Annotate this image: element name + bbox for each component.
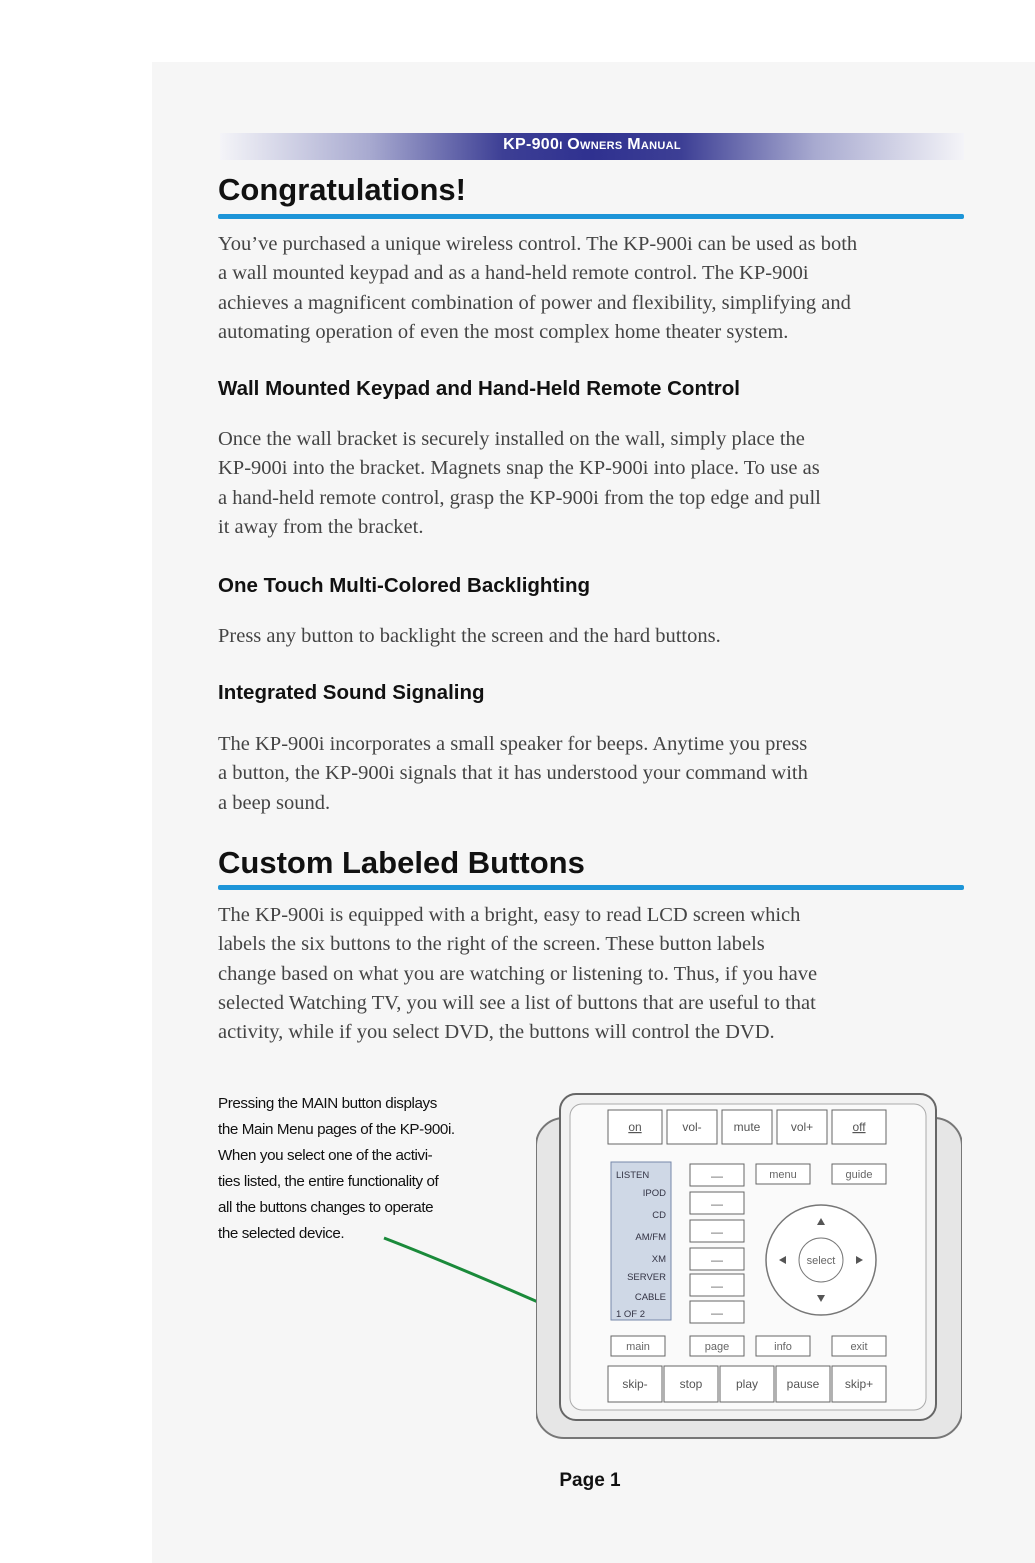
svg-text:vol+: vol+ <box>790 1120 814 1134</box>
lcd-item: AM/FM <box>635 1232 666 1243</box>
text-line: change based on what you are watching or listening to. Thus, if you have <box>218 962 818 985</box>
skip-back-button <box>608 1366 662 1402</box>
backlighting-heading: One Touch Multi-Colored Backlighting <box>218 574 591 597</box>
top-button-row <box>608 1110 886 1144</box>
svg-text:—: — <box>711 1225 723 1239</box>
caption-line: ties listed, the entire functionality of <box>218 1173 439 1190</box>
stop-button <box>664 1366 718 1402</box>
wall-mounted-heading: Wall Mounted Keypad and Hand-Held Remote Control <box>218 377 740 400</box>
custom-buttons-heading: Custom Labeled Buttons <box>218 845 585 880</box>
text-line: a wall mounted keypad and as a hand-held remote control. The KP-900i <box>218 262 809 285</box>
main-button <box>611 1336 665 1356</box>
sound-signaling-heading: Integrated Sound Signaling <box>218 681 485 704</box>
text-line: activity, while if you select DVD, the buttons will control the DVD. <box>218 1021 775 1044</box>
exit-button <box>832 1336 886 1356</box>
remote-control-illustration <box>536 1090 962 1440</box>
main-button-caption <box>218 1091 518 1247</box>
mute-button <box>722 1110 772 1144</box>
text-line: You’ve purchased a unique wireless control. The KP-900i can be used as both <box>218 233 858 255</box>
custom-buttons-paragraph <box>218 901 970 1047</box>
svg-text:guide: guide <box>845 1169 873 1181</box>
congratulations-paragraph <box>218 230 970 347</box>
svg-text:info: info <box>774 1341 792 1353</box>
svg-text:—: — <box>711 1253 723 1267</box>
heading-rule <box>218 214 964 219</box>
caption-line: the Main Menu pages of the KP-900i. <box>218 1121 455 1138</box>
caption-line: all the buttons changes to operate <box>218 1199 434 1216</box>
lcd-item: CABLE <box>634 1292 666 1303</box>
transport-button-row <box>608 1366 886 1402</box>
svg-text:menu: menu <box>769 1169 797 1181</box>
svg-text:—: — <box>711 1306 723 1320</box>
svg-text:—: — <box>711 1279 723 1293</box>
svg-text:stop: stop <box>679 1377 703 1391</box>
lcd-item: LISTEN <box>616 1170 650 1181</box>
wall-mounted-paragraph <box>218 425 970 542</box>
text-line: Press any button to backlight the screen and the hard buttons. <box>218 625 721 647</box>
backlighting-paragraph <box>218 622 970 651</box>
navigation-pad <box>766 1205 876 1315</box>
text-line: it away from the bracket. <box>218 515 424 538</box>
pause-button <box>776 1366 830 1402</box>
svg-text:play: play <box>735 1377 759 1391</box>
menu-button <box>756 1164 810 1184</box>
page-number: Page 1 <box>559 1470 621 1491</box>
play-button <box>720 1366 774 1402</box>
manual-title: KP-900i Owners Manual <box>503 136 681 153</box>
svg-text:exit: exit <box>850 1341 868 1353</box>
caption-line: When you select one of the activi- <box>218 1147 433 1164</box>
svg-text:mute: mute <box>733 1120 761 1134</box>
heading-rule <box>218 885 964 890</box>
svg-text:skip+: skip+ <box>844 1377 874 1391</box>
svg-text:select: select <box>806 1255 836 1267</box>
text-line: KP-900i into the bracket. Magnets snap the KP-900i into place. To use as <box>218 457 820 480</box>
text-line: achieves a magnificent combination of power and flexibility, simplifying and <box>218 291 851 314</box>
text-line: a hand-held remote control, grasp the KP-900i from the top edge and pull <box>218 486 821 509</box>
off-button <box>832 1110 886 1144</box>
text-line: a button, the KP-900i signals that it has understood your command with <box>218 762 808 785</box>
text-line: automating operation of even the most complex home theater system. <box>218 320 789 343</box>
lcd-item: 1 OF 2 <box>616 1309 646 1320</box>
svg-text:page: page <box>704 1341 730 1353</box>
info-button <box>756 1336 810 1356</box>
skip-forward-button <box>832 1366 886 1402</box>
text-line: labels the six buttons to the right of the screen. These button labels <box>218 933 765 956</box>
svg-text:vol-: vol- <box>682 1120 702 1134</box>
svg-text:pause: pause <box>786 1377 820 1391</box>
congratulations-heading: Congratulations! <box>218 172 466 207</box>
vol-plus-button <box>777 1110 827 1144</box>
caption-line: the selected device. <box>218 1225 345 1242</box>
text-line: The KP-900i incorporates a small speaker for beeps. Anytime you press <box>218 733 808 755</box>
text-line: a beep sound. <box>218 791 331 814</box>
svg-text:off: off <box>852 1120 866 1134</box>
lcd-item: XM <box>651 1254 666 1265</box>
text-line: The KP-900i is equipped with a bright, easy to read LCD screen which <box>218 904 801 926</box>
lcd-item: SERVER <box>627 1272 666 1283</box>
text-line: selected Watching TV, you will see a list of buttons that are useful to that <box>218 991 816 1014</box>
lcd-item: CD <box>652 1210 666 1221</box>
vol-minus-button <box>667 1110 717 1144</box>
svg-text:on: on <box>628 1120 642 1134</box>
svg-text:—: — <box>711 1197 723 1211</box>
page-button <box>690 1336 744 1356</box>
text-line: Once the wall bracket is securely installed on the wall, simply place the <box>218 428 805 450</box>
on-button <box>608 1110 662 1144</box>
svg-text:—: — <box>711 1169 723 1183</box>
svg-text:skip-: skip- <box>622 1377 648 1391</box>
caption-line: Pressing the MAIN button displays <box>218 1095 437 1112</box>
sound-signaling-paragraph <box>218 730 970 818</box>
guide-button <box>832 1164 886 1184</box>
svg-text:main: main <box>626 1341 650 1353</box>
lcd-item: IPOD <box>642 1188 666 1199</box>
